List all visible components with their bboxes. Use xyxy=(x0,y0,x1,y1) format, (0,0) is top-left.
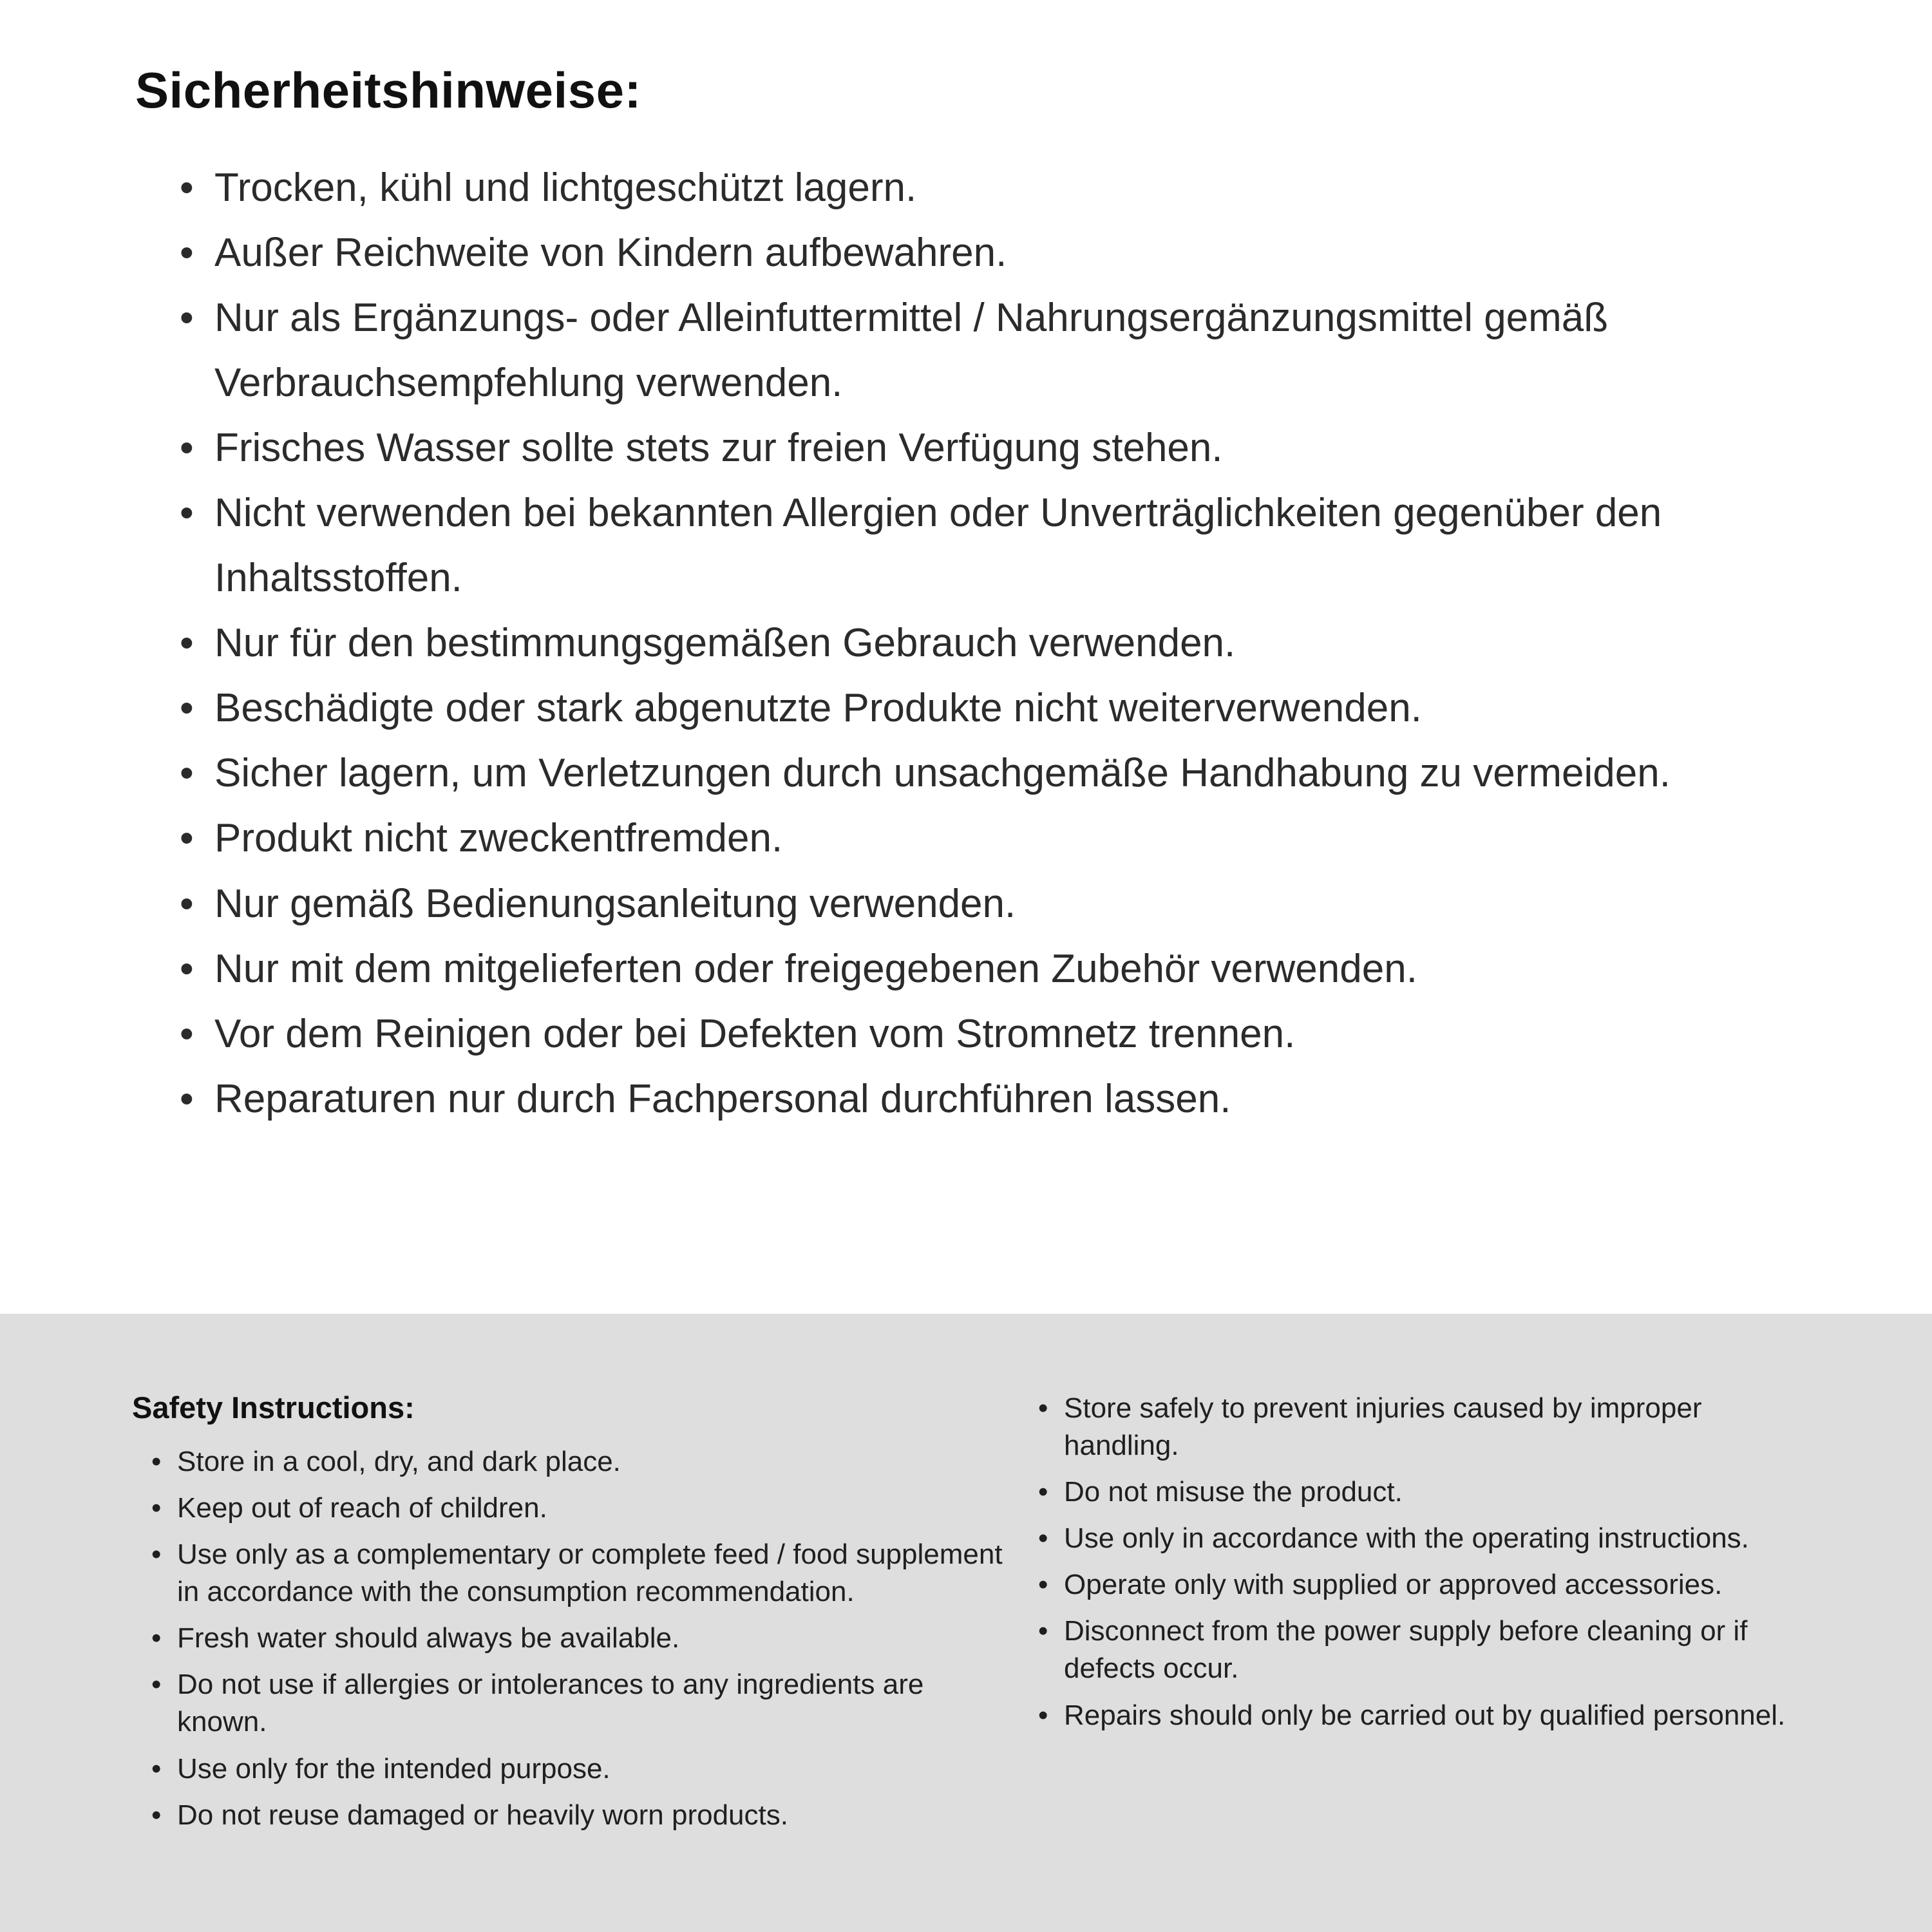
list-item: • Use only in accordance with the operating instructions. xyxy=(1037,1520,1823,1557)
list-item: • Operate only with supplied or approved accessories. xyxy=(1037,1566,1823,1604)
english-safety-list-right xyxy=(1037,1390,1823,1734)
english-right-column xyxy=(1034,1390,1848,1743)
list-item: • Nur gemäß Bedienungsanleitung verwenden. xyxy=(177,871,1839,936)
list-item: • Keep out of reach of children. xyxy=(150,1490,1007,1527)
list-item: • Trocken, kühl und lichtgeschützt lagern. xyxy=(177,155,1839,220)
list-item: • Nicht verwenden bei bekannten Allergien oder Unverträglichkeiten gegenüber den Inhaltsstoffen. xyxy=(177,480,1839,611)
german-safety-list xyxy=(135,155,1839,1132)
list-item: • Nur für den bestimmungsgemäßen Gebrauch verwenden. xyxy=(177,611,1839,676)
list-item: • Vor dem Reinigen oder bei Defekten vom Stromnetz trennen. xyxy=(177,1001,1839,1066)
list-item: • Außer Reichweite von Kindern aufbewahren. xyxy=(177,220,1839,285)
german-section-title: Sicherheitshinweise: xyxy=(135,62,641,118)
english-left-column xyxy=(132,1390,1034,1843)
list-item: • Fresh water should always be available. xyxy=(150,1620,1007,1657)
list-item: • Store safely to prevent injuries caused by improper handling. xyxy=(1037,1390,1823,1464)
list-item: • Use only as a complementary or complete feed / food supplement in accordance with the consumption recommendation. xyxy=(150,1536,1007,1611)
list-item: • Repairs should only be carried out by qualified personnel. xyxy=(1037,1697,1823,1734)
list-item: • Produkt nicht zweckentfremden. xyxy=(177,806,1839,871)
english-safety-section xyxy=(0,1314,1932,1932)
list-item: • Nur als Ergänzungs- oder Alleinfuttermittel / Nahrungsergänzungsmittel gemäß Verbrauchsempfehlung verwenden. xyxy=(177,285,1839,415)
english-section-title: Safety Instructions: xyxy=(132,1390,415,1425)
list-item: • Use only for the intended purpose. xyxy=(150,1750,1007,1788)
list-item: • Sicher lagern, um Verletzungen durch unsachgemäße Handhabung zu vermeiden. xyxy=(177,741,1839,806)
list-item: • Do not misuse the product. xyxy=(1037,1473,1823,1511)
list-item: • Do not reuse damaged or heavily worn products. xyxy=(150,1797,1007,1834)
list-item: • Beschädigte oder stark abgenutzte Produkte nicht weiterverwenden. xyxy=(177,676,1839,741)
english-safety-list-left xyxy=(132,1443,1007,1834)
list-item: • Store in a cool, dry, and dark place. xyxy=(150,1443,1007,1481)
list-item: • Nur mit dem mitgelieferten oder freigegebenen Zubehör verwenden. xyxy=(177,936,1839,1001)
list-item: • Reparaturen nur durch Fachpersonal durchführen lassen. xyxy=(177,1066,1839,1132)
list-item: • Do not use if allergies or intolerances to any ingredients are known. xyxy=(150,1666,1007,1741)
list-item: • Frisches Wasser sollte stets zur freien Verfügung stehen. xyxy=(177,415,1839,480)
list-item: • Disconnect from the power supply before cleaning or if defects occur. xyxy=(1037,1613,1823,1687)
